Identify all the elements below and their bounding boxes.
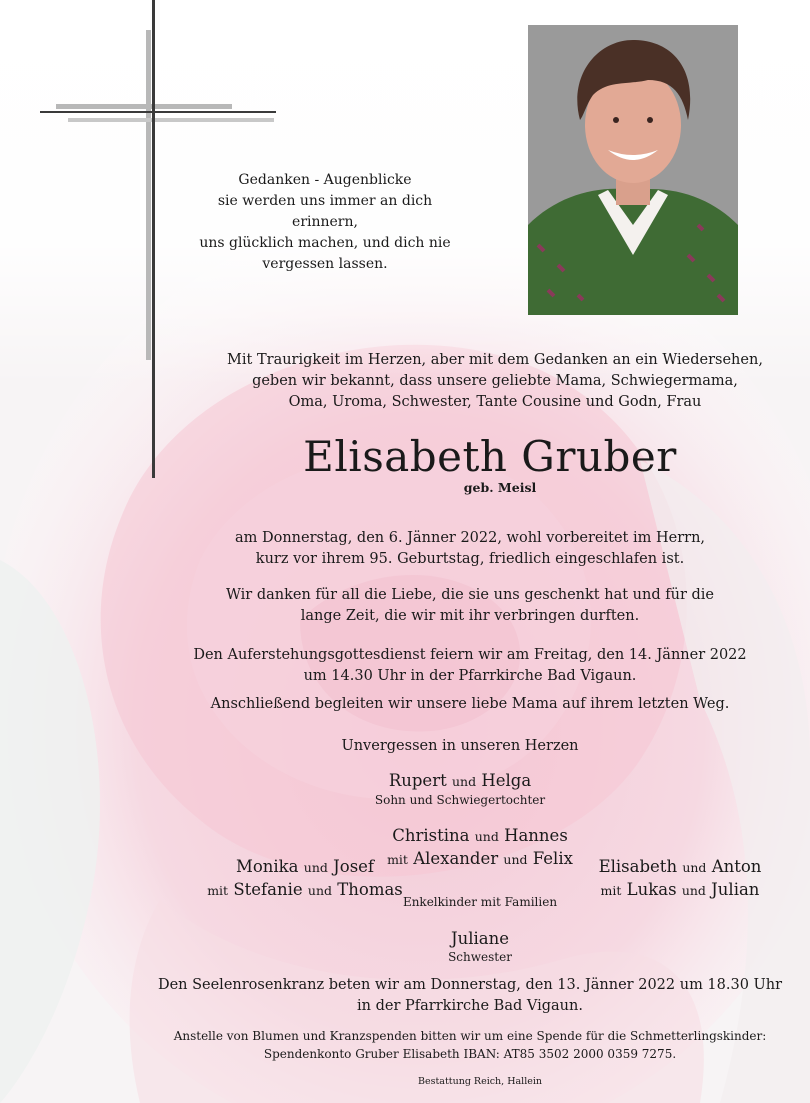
portrait-photo: [528, 25, 738, 315]
intro-line: Mit Traurigkeit im Herzen, aber mit dem Gedanken an ein Wiedersehen,: [227, 352, 763, 368]
mourners-heading: Unvergessen in unseren Herzen: [341, 738, 579, 754]
mourner-name: Julian: [711, 880, 760, 899]
intro-text: [210, 350, 780, 413]
mourner-role: Schwester: [448, 950, 512, 964]
donation-text: [150, 1027, 790, 1063]
mourner-name: Rupert: [388, 771, 447, 790]
grandchildren-role: Enkelkinder mit Familien: [402, 895, 558, 909]
service-line: um 14.30 Uhr in der Pfarrkirche Bad Vigaun.: [303, 668, 637, 684]
death-line: kurz vor ihrem 95. Geburtstag, friedlich eingeschlafen ist.: [255, 551, 685, 567]
rosary-line: Den Seelenrosenkranz beten wir am Donnerstag, den 13. Jänner 2022 um 18.30 Uhr: [157, 977, 783, 993]
und-text: und: [681, 883, 706, 898]
und-text: und: [682, 860, 707, 875]
mourner-name: Monika: [235, 857, 299, 876]
thanks-line: Wir danken für all die Liebe, die sie uns geschenkt hat und für die: [226, 587, 714, 603]
donation-line: Spendenkonto Gruber Elisabeth IBAN: AT85 3502 2000 0359 7275.: [263, 1047, 677, 1061]
mourner-name: Hannes: [504, 826, 568, 845]
mourner-name: Stefanie: [233, 880, 303, 899]
poem-line: sie werden uns immer an dich erinnern,: [217, 193, 433, 230]
intro-line: geben wir bekannt, dass unsere geliebte Mama, Schwiegermama,: [252, 373, 738, 389]
intro-line: Oma, Uroma, Schwester, Tante Cousine und Godn, Frau: [288, 394, 702, 410]
mourner-role: Sohn und Schwiegertochter: [374, 793, 546, 807]
thanks-text: [150, 585, 790, 627]
poem-line: uns glücklich machen, und dich nie: [199, 235, 451, 251]
mit-text: mit: [207, 883, 229, 898]
death-notice: [150, 528, 790, 570]
mourner-name: Lukas: [626, 880, 677, 899]
sister: [380, 928, 580, 964]
donation-line: Anstelle von Blumen und Kranzspenden bitten wir um eine Spende für die Schmetterlingskinder:: [173, 1029, 767, 1043]
maiden-name: geb. Meisl: [463, 480, 537, 495]
mourner-name: Juliane: [450, 929, 510, 948]
grandchild-family-right: [580, 856, 780, 902]
son-family: [330, 770, 590, 807]
rosary-text: [150, 975, 790, 1017]
undertaker: Bestattung Reich, Hallein: [417, 1076, 543, 1087]
mourner-name: Helga: [481, 771, 532, 790]
und-text: und: [307, 883, 332, 898]
poem: [195, 170, 455, 275]
service-line: Anschließend begleiten wir unsere liebe Mama auf ihrem letzten Weg.: [210, 696, 730, 712]
und-text: und: [474, 829, 499, 844]
poem-line: vergessen lassen.: [262, 256, 388, 272]
mourner-name: Elisabeth: [598, 857, 678, 876]
und-text: und: [303, 860, 328, 875]
mourner-name: Thomas: [337, 880, 403, 899]
mit-text: mit: [387, 852, 408, 867]
mourner-name: Anton: [711, 857, 762, 876]
mourner-name: Christina: [392, 826, 470, 845]
service-line: Den Auferstehungsgottesdienst feiern wir am Freitag, den 14. Jänner 2022: [193, 647, 747, 663]
mit-text: mit: [600, 883, 622, 898]
grandchild-family-left: [200, 856, 410, 902]
poem-line: Gedanken - Augenblicke: [238, 172, 412, 188]
mourner-name: Josef: [333, 857, 375, 876]
service-text: [150, 645, 790, 715]
thanks-line: lange Zeit, die wir mit ihr verbringen durften.: [300, 608, 640, 624]
mourner-name: Felix: [532, 849, 573, 868]
und-text: und: [503, 852, 528, 867]
death-line: am Donnerstag, den 6. Jänner 2022, wohl vorbereitet im Herrn,: [234, 530, 706, 546]
und-text: und: [451, 774, 477, 789]
rosary-line: in der Pfarrkirche Bad Vigaun.: [357, 998, 583, 1014]
mourner-name: Alexander: [413, 849, 499, 868]
deceased-name: Elisabeth Gruber: [303, 432, 677, 481]
